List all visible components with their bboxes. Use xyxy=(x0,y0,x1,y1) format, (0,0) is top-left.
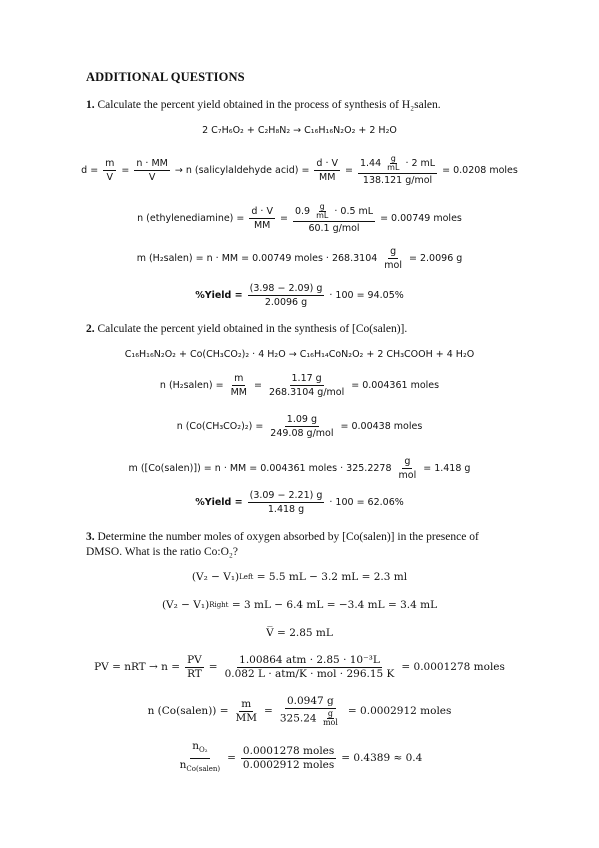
question-number: 3. xyxy=(86,531,95,543)
q2-reaction-equation: C₁₆H₁₆N₂O₂ + Co(CH₃CO₂)₂ · 4 H₂O → C₁₆H₁₄CoN₂O₂ + 2 CH₃COOH + 4 H₂O xyxy=(124,349,475,360)
q3-left-volume-equation: (V₂ − V₁) Left = 5.5 mL − 3.2 mL = 2.3 ml xyxy=(191,571,408,583)
question-number: 1. xyxy=(86,99,95,111)
q2-yield-equation: %Yield = $\frac{(3.09 - 2.21) g}{1.418 g}$ · 100 = 62.06% xyxy=(195,489,404,515)
q3-right-volume-equation: (V₂ − V₁) Right = 3 mL − 6.4 mL = −3.4 mL = 3.4 mL xyxy=(161,599,438,611)
q3-ratio-equation: $\frac{n_{O_2}}{n_{Co(salen)}}$ = $\frac{\text{0.0001278 moles}}{\text{0.0002912 moles}}$ = 0.4389 ≈ 0.4 xyxy=(179,740,423,773)
page-heading: ADDITIONAL QUESTIONS xyxy=(86,70,245,84)
question-text: Calculate the percent yield obtained in the synthesis of [Co(salen)]. xyxy=(97,323,408,335)
question-number: 2. xyxy=(86,323,95,335)
question-2 xyxy=(86,322,506,337)
question-text: Calculate the percent yield obtained in the process of synthesis of H₂salen. xyxy=(97,99,441,111)
q2-cobalt-acetate-equation: n (Co(CH₃CO₂)₂) = $\frac{1.09 g}{\text{249.08 g/mol}}$ = 0.00438 moles xyxy=(176,413,423,439)
question-1 xyxy=(86,98,506,113)
q2-mass-equation: m ([Co(salen)]) = n · MM = 0.004361 moles · 325.2278 $\frac{g}{\text{mol}}$ = 1.418 g xyxy=(128,455,471,481)
q1-mass-equation: m (H₂salen) = n · MM = 0.00749 moles · 268.3104 $\frac{g}{\text{mol}}$ = 2.0096 g xyxy=(136,245,463,271)
q1-ethylenediamine-equation: n (ethylenediamine) = $\frac{d \cdot V}{MM}$ = 0.9 $\frac{g}{mL}$ · 0.5 mL 60.1 g/mol = 0.00749 moles xyxy=(137,201,462,234)
question-3 xyxy=(86,530,506,560)
q2-h2salen-equation: n (H₂salen) = $\frac{m}{MM}$ = $\frac{1.17 g}{\text{268.3104 g/mol}}$ = 0.004361 moles xyxy=(159,372,440,398)
q1-reaction-equation: 2 C₇H₆O₂ + C₂H₈N₂ → C₁₆H₁₆N₂O₂ + 2 H₂O xyxy=(202,125,397,136)
q3-ideal-gas-equation: PV = nRT → n = $\frac{PV}{RT}$ = $\frac{\text{1.00864 atm · 2.85 · 10⁻³L}}{\text{0.082 L · atm/K · mol · 296.15 K}}$ = 0.0001278 moles xyxy=(94,653,505,680)
q3-cosalen-moles-equation: n (Co(salen)) = $\frac{m}{MM}$ = 0.0947 g 325.24 g mol = 0.0002912 moles xyxy=(147,694,452,727)
q1-density-equation: d = $\frac{m}{V}$ = $\frac{n \cdot MM}{V}$ → n (salicylaldehyde acid) = $\frac{d \cdot V}{MM}$ = 1.44 $\frac{g}{mL}$ · 2 mL 138.121 g/mol = 0.0208 moles xyxy=(81,153,518,186)
question-text: Determine the number moles of oxygen absorbed by [Co(salen)] in the presence of DMSO. What is the ratio Co:O₂? xyxy=(86,531,479,558)
q3-mean-volume-equation: V̅ = 2.85 mL xyxy=(266,627,333,639)
q1-yield-equation: %Yield = $\frac{(3.98 - 2.09) g}{2.0096 g}$ · 100 = 94.05% xyxy=(195,282,404,308)
